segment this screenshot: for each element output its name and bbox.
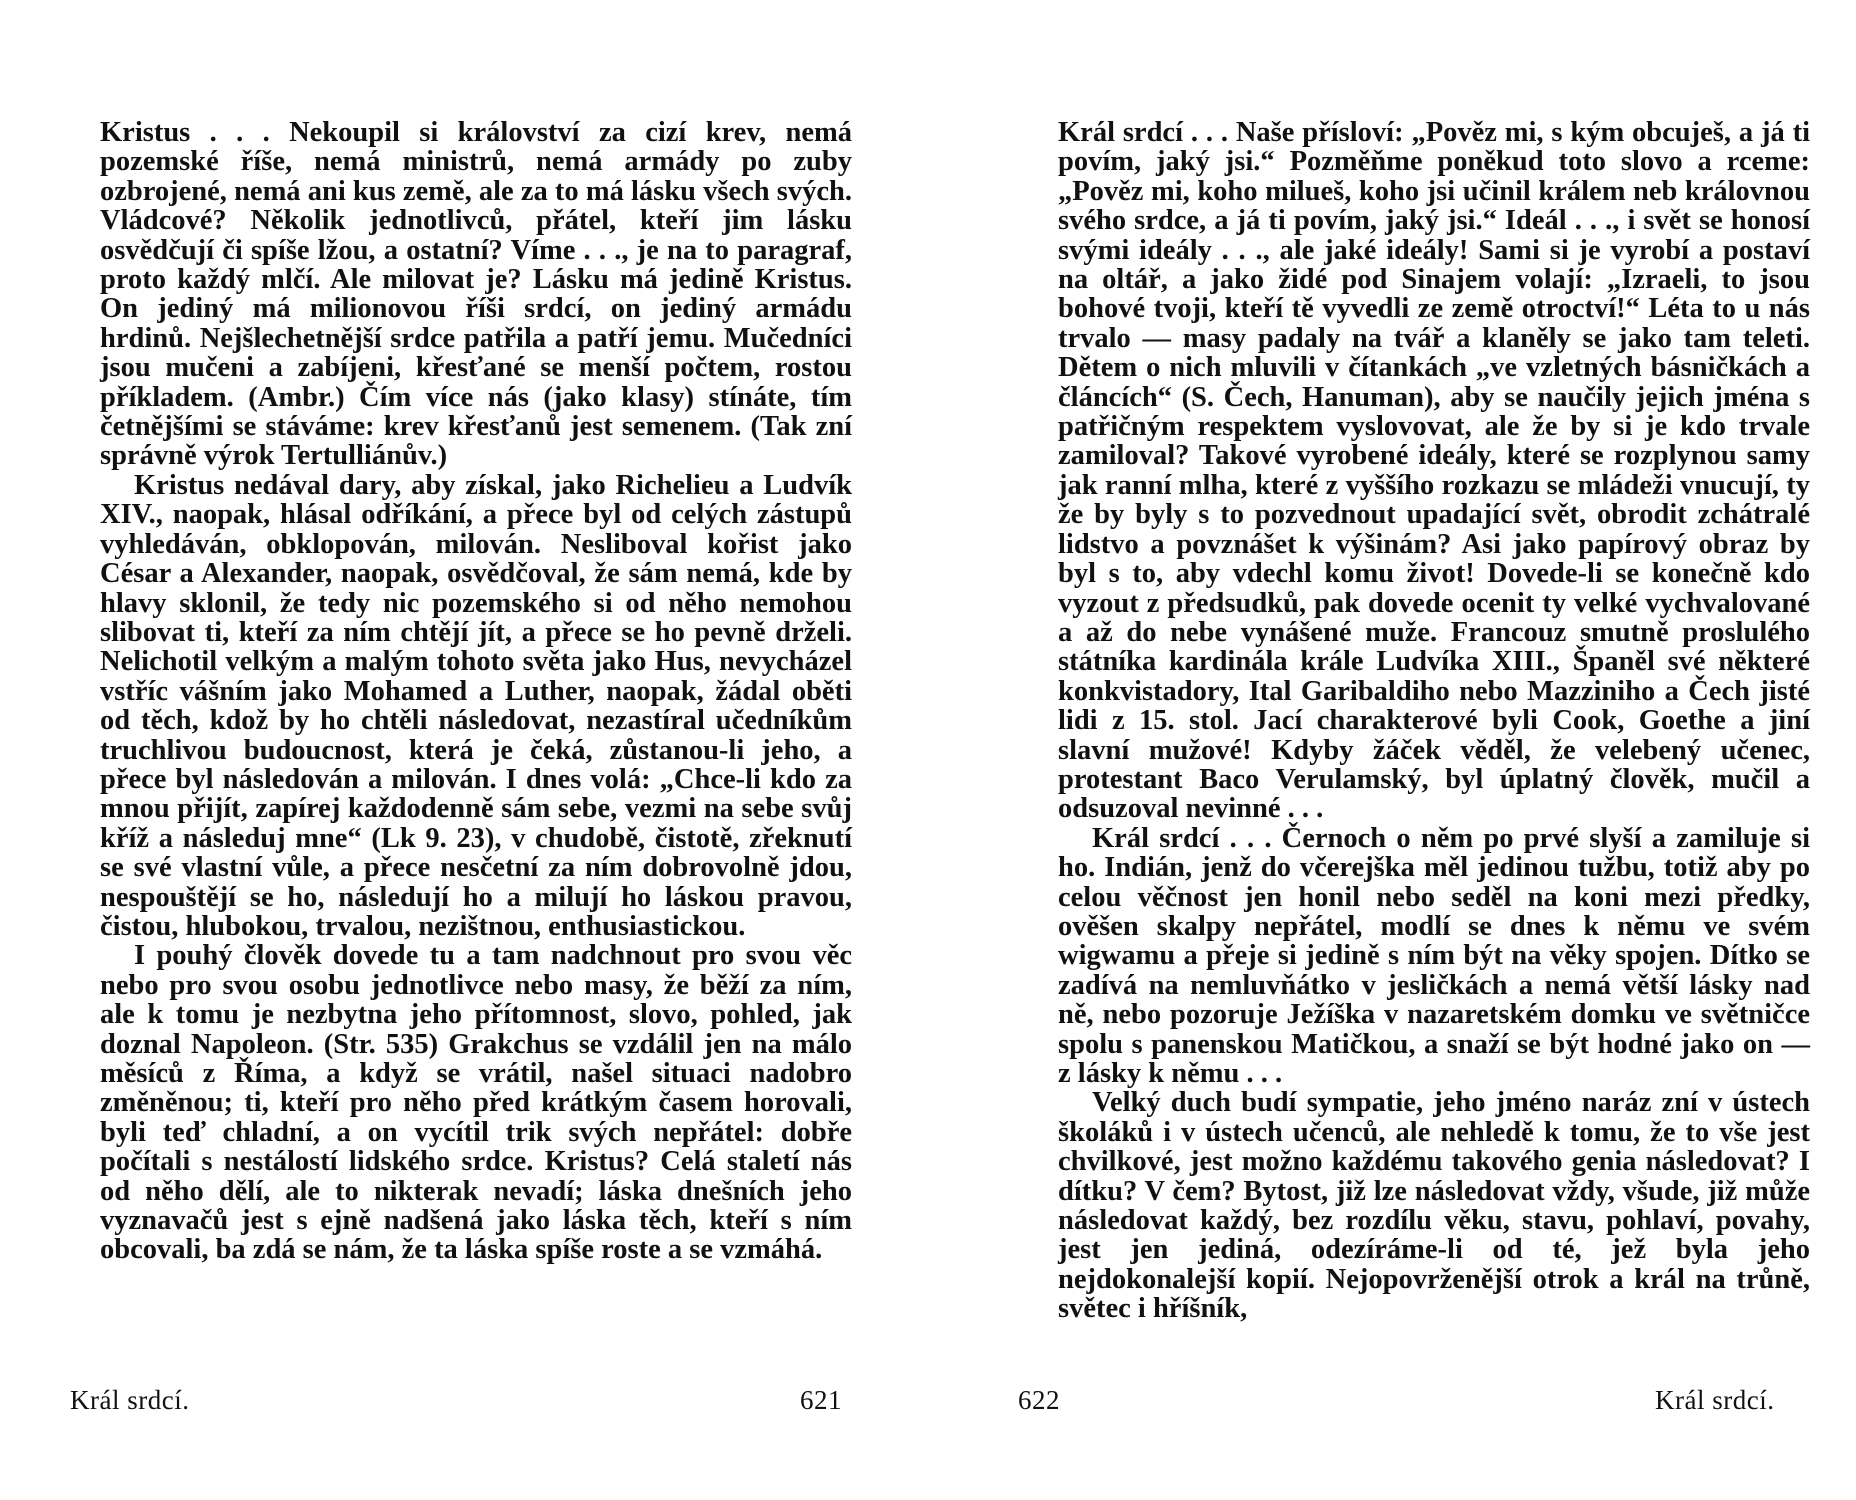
right-paragraph-1: Král srdcí . . . Naše přísloví: „Pověz mi, s kým obcuješ, a já ti povím, jaký jsi.“ Pozměňme poněkud toto slovo a rceme: „Pověz mi, koho milueš, koho jsi učinil králem neb královnou svého srdce, a já ti povím, jaký jsi.“ Ideál . . ., i svět se honosí svými ideály . . ., ale jaké ideály! Sami si je vyrobí a postaví na oltář, a jako židé pod Sinajem volají: „Izraeli, to jsou bohové tvoji, kteří tě vyvedli ze země otroctví!“ Léta to u nás trvalo — masy padaly na tvář a klaněly se jako tam teleti. Dětem o nich mluvili v čítankách „ve vzletných básničkách a článcích“ (S. Čech, Hanuman), aby se naučily jejich jména s patřičným respektem vyslovovat, ale že by si je kdo trvale zamiloval? Takové vyrobené ideály, které se rozplynou samy jak ranní mlha, které z vyššího rozkazu se mládeži vnucují, ty že by byly s to pozvednout upadající svět, obrodit zchátralé lidstvo a povznášet k výšinám? Asi jako papírový obraz by byl s to, aby vdechl komu život! Dovede-li se konečně kdo vyzout z předsudků, pak dovede ocenit ty velké vychvalované a až do nebe vynášené muže. Francouz smutně proslulého státníka kardinála krále Ludvíka XIII., Španěl své některé konkvistadory, Ital Garibaldiho nebo Mazziniho a Čech jisté lidi z 15. stol. Jací charakterové byli Cook, Goethe a jiní slavní mužové! Kdyby žáček věděl, že velebený učenec, protestant Baco Verulamský, byl úplatný člověk, mučil a odsuzoval nevinné . . . [1058, 117, 1810, 825]
left-page-number: 621 [800, 1385, 842, 1415]
right-running-title: Král srdcí. [1655, 1385, 1775, 1415]
right-page-text [1058, 118, 1810, 1324]
left-page-text [100, 118, 852, 1265]
right-paragraph-3: Velký duch budí sympatie, jeho jméno naráz zní v ústech školáků i v ústech učenců, ale nehledě k tomu, že to vše jest chvilkové, jest možno každému takového genia následovat? I dítku? V čem? Bytost, již lze následovat vždy, všude, již může následovat každý, bez rozdílu věku, stavu, pohlaví, povahy, jest jen jediná, odezíráme-li od té, jež byla jeho nejdokonalejší kopií. Nejopovrženější otrok a král na trůně, světec i hříšník, [1058, 1087, 1810, 1325]
right-paragraph-2: Král srdcí . . . Černoch o něm po prvé slyší a zamiluje si ho. Indián, jenž do včerejška měl jedinou tužbu, totiž aby po celou věčnost jen honil nebo seděl na koni mezi předky, ověšen skalpy nepřátel, modlí se dnes k němu ve svém wigwamu a přeje si jedině s ním být na věky spojen. Dítko se zadívá na nemluvňátko v jesličkách a nemá větší lásky nad ně, nebo pozoruje Ježíška v nazaretském domku ve světničce spolu s panenskou Matičkou, a snaží se být hodné jako on — z lásky k němu . . . [1058, 822, 1810, 1089]
right-page-number: 622 [1018, 1385, 1060, 1415]
left-paragraph-3: I pouhý člověk dovede tu a tam nadchnout pro svou věc nebo pro svou osobu jednotlivce nebo masy, že běží za ním, ale k tomu je nezbytna jeho přítomnost, slovo, pohled, jak doznal Napoleon. (Str. 535) Grakchus se vzdálil jen na málo měsíců z Říma, a když se vrátil, našel situaci nadobro změněnou; ti, kteří pro něho před krátkým časem horovali, byli teď chladní, a on vycítil trik svých nepřátel: dobře počítali s nestálostí lidského srdce. Kristus? Celá staletí nás od něho dělí, ale to nikterak nevadí; láska dnešních jeho vyznavačů jest s ejně nadšená jako láska těch, kteří s ním obcovali, ba zdá se nám, že ta láska spíše roste a se vzmáhá. [100, 940, 852, 1266]
left-paragraph-2: Kristus nedával dary, aby získal, jako Richelieu a Ludvík XIV., naopak, hlásal odříkání, a přece byl od celých zástupů vyhledáván, obklopován, milován. Nesliboval kořist jako César a Alexander, naopak, osvědčoval, že sám nemá, kde by hlavy sklonil, že tedy nic pozemského si od něho nemohou slibovat ti, kteří za ním chtějí jít, a přece se ho pevně drželi. Nelichotil velkým a malým tohoto světa jako Hus, nevycházel vstříc vášním jako Mohamed a Luther, naopak, žádal oběti od těch, kdož by ho chtěli následovat, nezastíral učedníkům truchlivou budoucnost, která je čeká, zůstanou-li jeho, a přece byl následován a milován. I dnes volá: „Chce-li kdo za mnou přijít, zapírej každodenně sám sebe, vezmi na sebe svůj kříž a následuj mne“ (Lk 9. 23), v chudobě, čistotě, zřeknutí se své vlastní vůle, a přece nesčetní za ním dobrovolně jdou, nespouštějí se ho, následují ho a milují ho láskou pravou, čistou, hlubokou, trvalou, nezištnou, enthusiastickou. [100, 469, 852, 942]
left-paragraph-1: Kristus . . . Nekoupil si království za cizí krev, nemá pozemské říše, nemá ministrů, nemá armády po zuby ozbrojené, nemá ani kus země, ale za to má lásku všech svých. Vládcové? Několik jednotlivců, přátel, kteří jim lásku osvědčují či spíše lžou, a ostatní? Víme . . ., je na to paragraf, proto každý mlčí. Ale milovat je? Lásku má jedině Kristus. On jediný má milionovou říši srdcí, on jediný armádu hrdinů. Nejšlechetnější srdce patřila a patří jemu. Mučedníci jsou mučeni a zabíjeni, křesťané se menší počtem, rostou příkladem. (Ambr.) Čím více nás (jako klasy) stínáte, tím četnějšími se stáváme: krev křesťanů jest semenem. (Tak zní správně výrok Tertulliánův.) [100, 117, 852, 472]
left-running-title: Král srdcí. [70, 1385, 190, 1415]
right-page [928, 0, 1856, 1500]
